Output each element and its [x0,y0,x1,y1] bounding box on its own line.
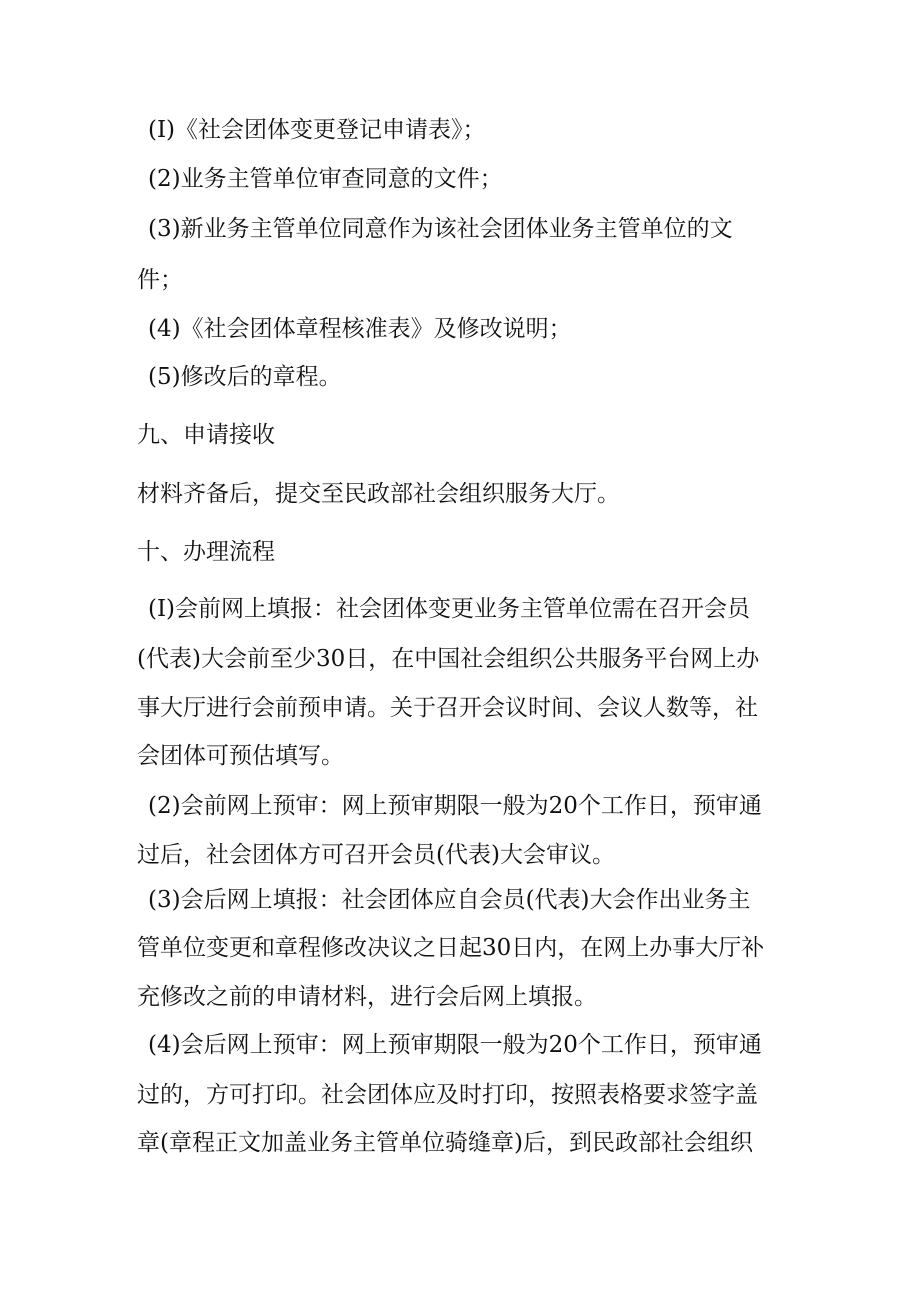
procedure-step-2-line-2: 过后，社会团体方可召开会员(代表)大会审议。 [137,842,615,868]
procedure-step-4-line-2: 过的，方可打印。社会团体应及时打印，按照表格要求签字盖 [137,1082,758,1108]
material-item-4: (4)《社会团体章程核准表》及修改说明； [148,316,572,342]
procedure-step-1-line-1: (I)会前网上填报：社会团体变更业务主管单位需在召开会员 [148,596,751,622]
procedure-step-1-line-4: 会团体可预估填写。 [137,743,344,769]
procedure-step-3-line-3: 充修改之前的申请材料，进行会后网上填报。 [137,984,597,1010]
procedure-step-4-line-1: (4)会后网上预审：网上预审期限一般为20个工作日，预审通 [148,1032,762,1058]
material-item-3-cont: 件； [137,267,183,293]
material-item-1: (I)《社会团体变更登记申请表》； [148,117,486,143]
procedure-step-1-line-2: (代表)大会前至少30日，在中国社会组织公共服务平台网上办 [137,646,760,672]
procedure-step-4-line-3: 章(章程正文加盖业务主管单位骑缝章)后，到民政部社会组织 [137,1130,753,1156]
section-heading-application-receipt: 九、申请接收 [137,422,275,448]
section-heading-procedure: 十、办理流程 [137,539,275,565]
material-item-3: (3)新业务主管单位同意作为该社会团体业务主管单位的文 [148,216,733,242]
material-item-2: (2)业务主管单位审查同意的文件； [148,166,503,192]
procedure-step-2-line-1: (2)会前网上预审：网上预审期限一般为20个工作日，预审通 [148,793,762,819]
procedure-step-3-line-1: (3)会后网上填报：社会团体应自会员(代表)大会作出业务主 [148,887,751,913]
procedure-step-1-line-3: 事大厅进行会前预申请。关于召开会议时间、会议人数等，社 [137,695,758,721]
section-body-application-receipt: 材料齐备后，提交至民政部社会组织服务大厅。 [137,481,620,507]
material-item-5: (5)修改后的章程。 [148,364,342,390]
procedure-step-3-line-2: 管单位变更和章程修改决议之日起30日内，在网上办事大厅补 [137,935,765,961]
